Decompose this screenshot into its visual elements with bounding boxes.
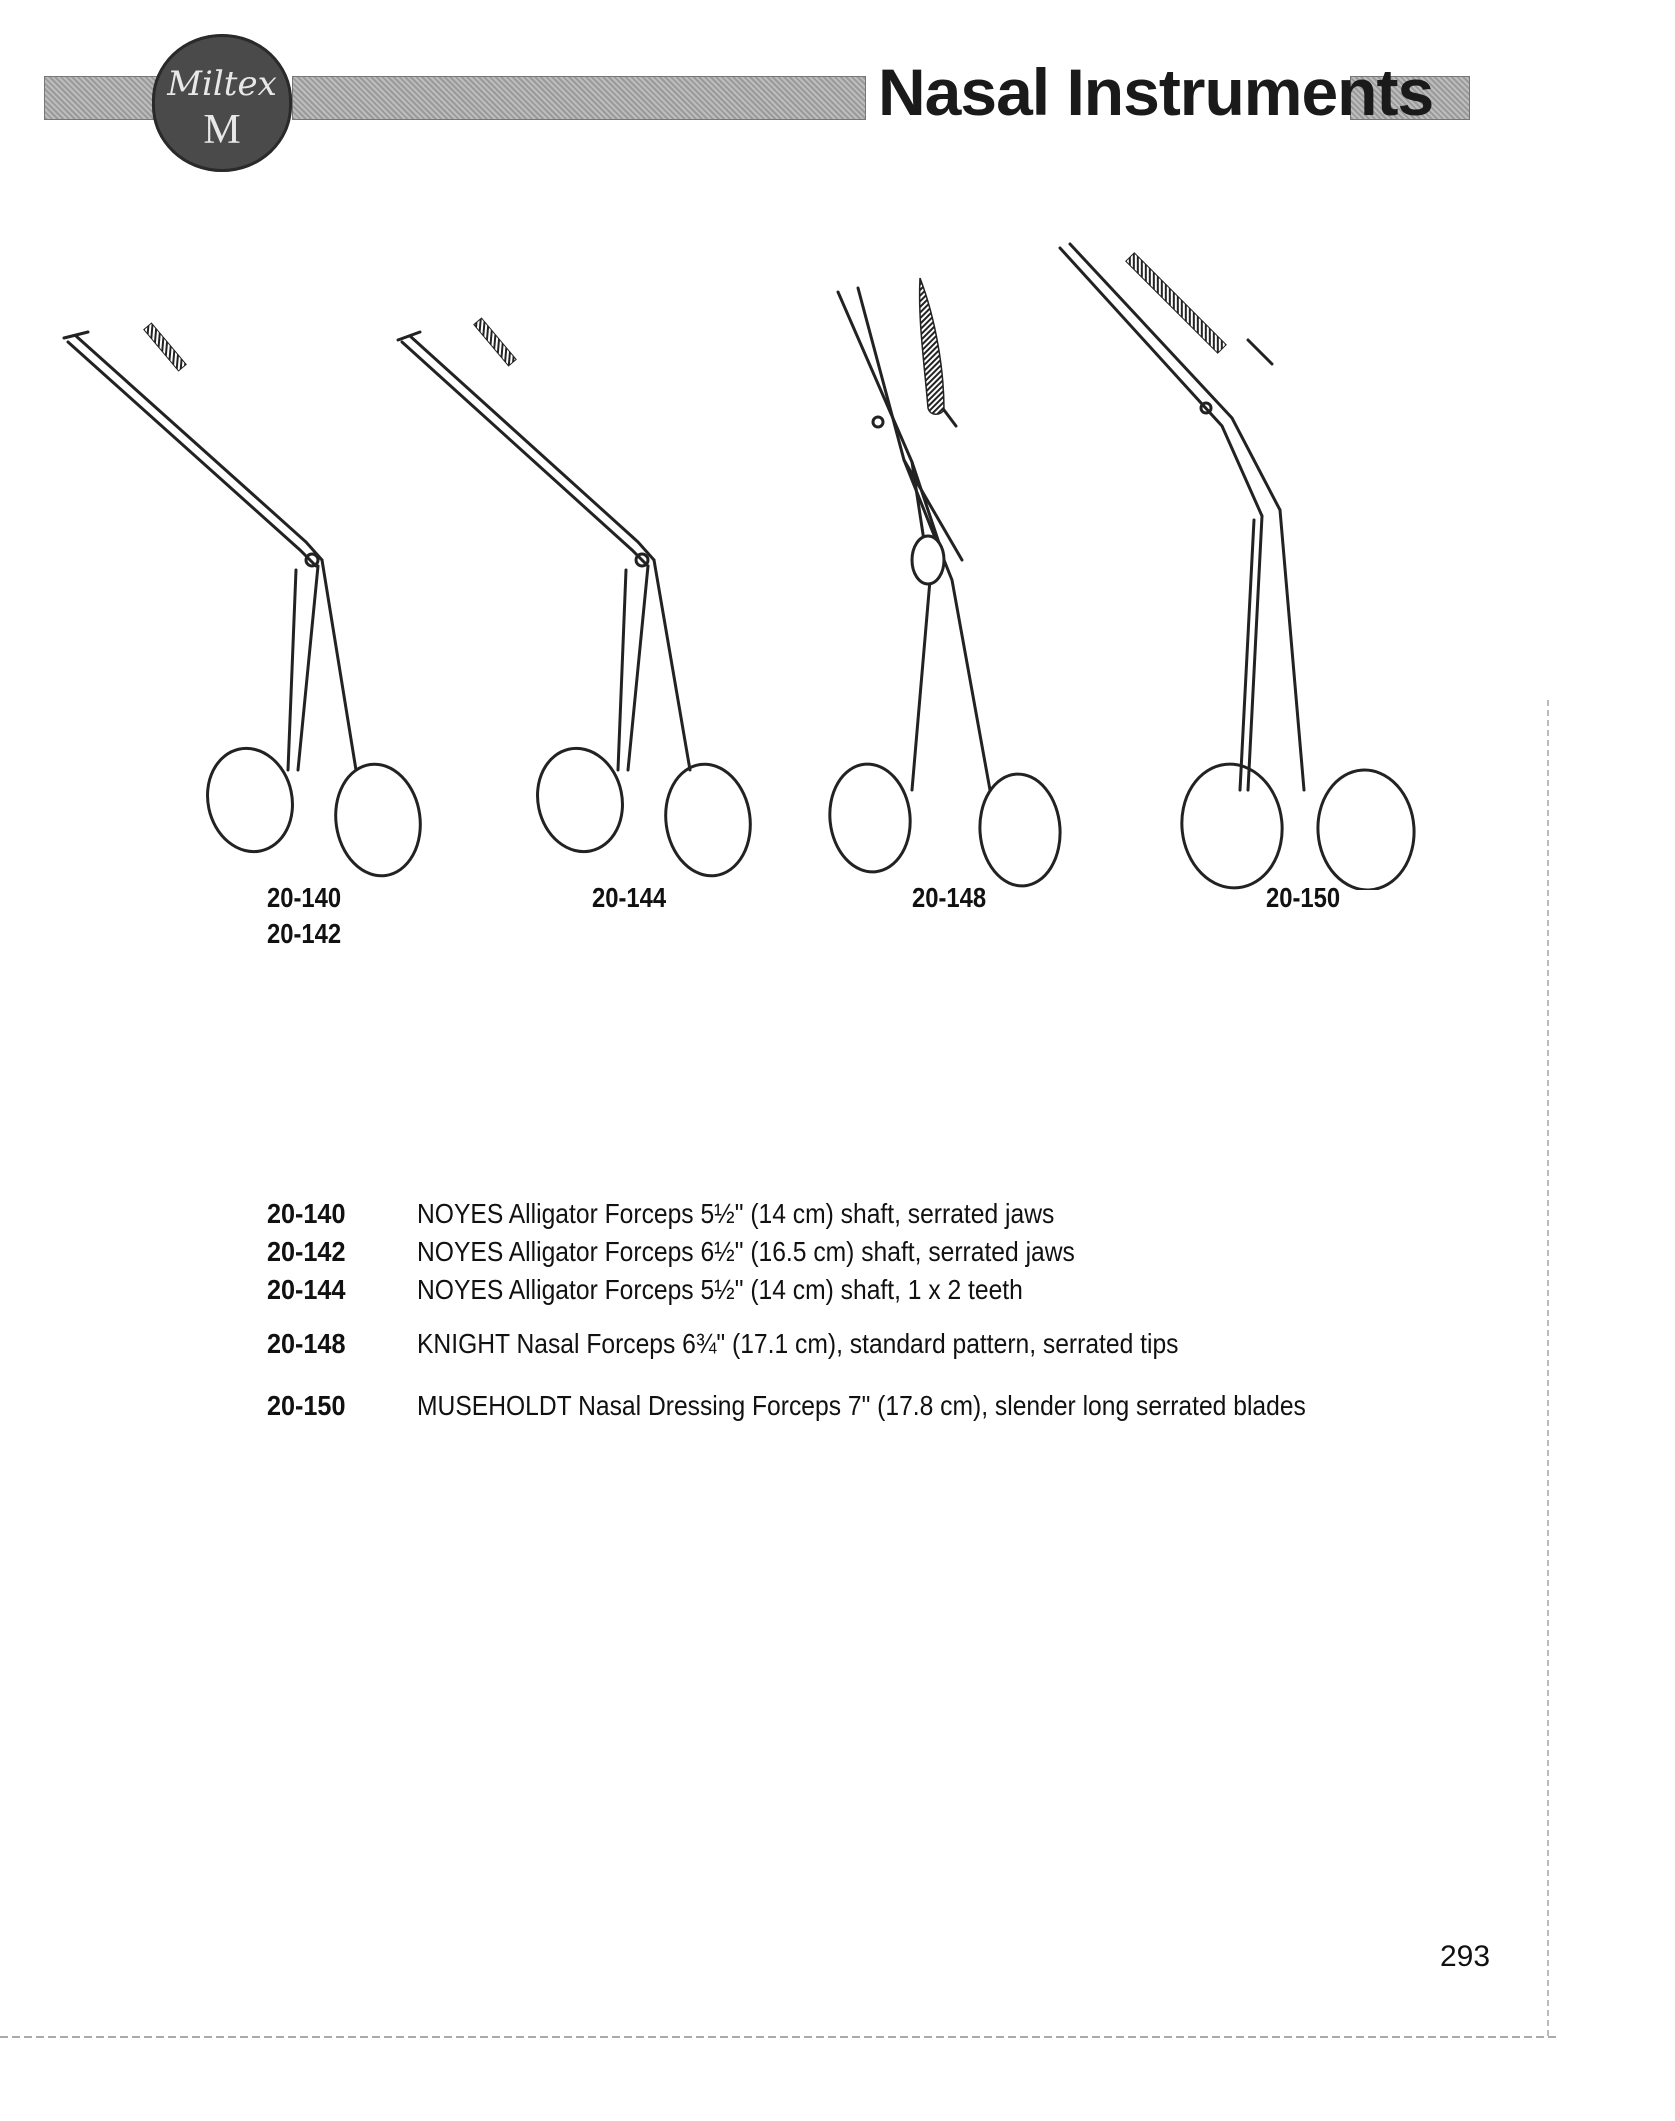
- spec-description: KNIGHT Nasal Forceps 6¾" (17.1 cm), standard pattern, serrated tips: [417, 1328, 1179, 1359]
- header-band-middle: [292, 76, 866, 120]
- miltex-logo: [152, 34, 292, 172]
- spec-code: 20-144: [267, 1274, 346, 1305]
- spec-row: [267, 1274, 1105, 1306]
- forceps-20-148-drawing: [825, 278, 1064, 889]
- logo-monogram: M: [203, 107, 241, 153]
- figure-label-20-148: 20-148: [912, 882, 987, 913]
- logo-script-text: Miltex: [167, 64, 277, 104]
- spec-code: 20-142: [267, 1236, 346, 1267]
- figure-label-20-142: 20-142: [267, 918, 342, 949]
- forceps-20-150-drawing: [1060, 244, 1418, 890]
- spec-row: [267, 1328, 1282, 1360]
- figure-label-20-150: 20-150: [1266, 882, 1341, 913]
- page-edge-mark: [1547, 700, 1549, 2040]
- figure-label-20-140: 20-140: [267, 882, 342, 913]
- spec-row: [267, 1390, 1427, 1422]
- spec-row: [267, 1236, 1165, 1268]
- spec-description: MUSEHOLDT Nasal Dressing Forceps 7" (17.8 cm), slender long serrated blades: [417, 1390, 1306, 1421]
- header-band-left: [44, 76, 158, 120]
- figure-label-20-144: 20-144: [592, 882, 667, 913]
- spec-code: 20-148: [267, 1328, 346, 1359]
- spec-row: [267, 1198, 1141, 1230]
- spec-description: NOYES Alligator Forceps 5½" (14 cm) shaft, 1 x 2 teeth: [417, 1274, 1023, 1305]
- page-number: 293: [1440, 1940, 1491, 1973]
- page-title: Nasal Instruments: [878, 55, 1434, 129]
- instrument-drawings: [0, 230, 1675, 890]
- spec-code: 20-140: [267, 1198, 346, 1229]
- spec-description: NOYES Alligator Forceps 5½" (14 cm) shaft, serrated jaws: [417, 1198, 1055, 1229]
- spec-description: NOYES Alligator Forceps 6½" (16.5 cm) shaft, serrated jaws: [417, 1236, 1075, 1267]
- page-bottom-mark: [0, 2036, 1560, 2038]
- forceps-20-144-drawing: [398, 318, 757, 881]
- forceps-20-140-drawing: [64, 323, 427, 881]
- spec-code: 20-150: [267, 1390, 346, 1421]
